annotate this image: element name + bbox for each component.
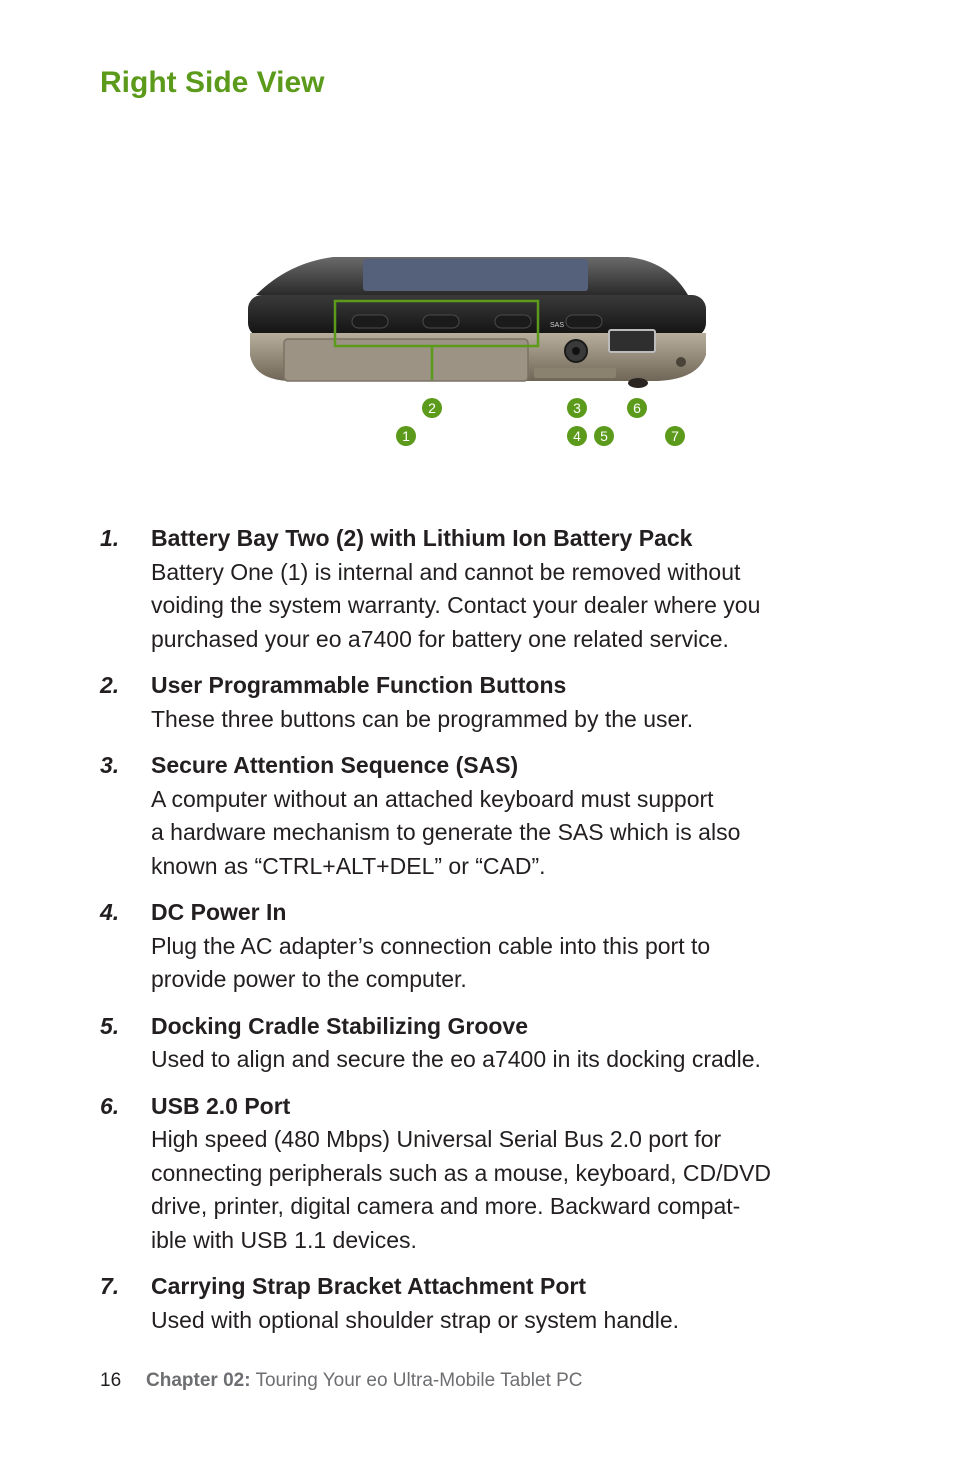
item-number: 6. (100, 1092, 120, 1119)
item-description-line: provide power to the computer. (151, 966, 467, 992)
svg-text:5: 5 (600, 428, 608, 444)
feature-list (100, 522, 880, 1350)
callout-5 (594, 426, 614, 446)
function-button (352, 315, 388, 328)
list-item (100, 1090, 880, 1258)
item-title: DC Power In (151, 899, 287, 925)
item-title: USB 2.0 Port (151, 1092, 291, 1119)
item-number: 5. (100, 1012, 120, 1039)
item-description-line: purchased your eo a7400 for battery one related service. (151, 625, 729, 652)
item-title: Secure Attention Sequence (SAS) (151, 752, 519, 778)
page-title: Right Side View (100, 66, 325, 99)
svg-text:3: 3 (573, 400, 581, 416)
item-number: 3. (100, 752, 120, 778)
list-item (100, 1010, 880, 1077)
svg-text:6: 6 (633, 400, 641, 416)
item-description-line: Used to align and secure the eo a7400 in its docking cradle. (151, 1046, 761, 1072)
chapter-label: Chapter 02: (146, 1370, 251, 1391)
list-item (100, 522, 880, 656)
page-number: 16 (100, 1370, 122, 1391)
svg-text:4: 4 (573, 428, 581, 444)
item-title: Docking Cradle Stabilizing Groove (151, 1012, 529, 1039)
svg-text:1: 1 (402, 428, 410, 444)
callout-6 (627, 398, 647, 418)
device-illustration (228, 255, 728, 455)
list-item (100, 749, 880, 883)
list-item (100, 669, 880, 736)
item-title: Battery Bay Two (2) with Lithium Ion Battery Pack (151, 525, 693, 551)
callout-7 (665, 426, 685, 446)
item-description-line: Used with optional shoulder strap or system handle. (151, 1306, 680, 1333)
callout-2 (422, 398, 442, 418)
item-description-line: Plug the AC adapter’s connection cable into this port to (151, 932, 711, 959)
sas-label: SAS (550, 322, 565, 329)
item-description-line: High speed (480 Mbps) Universal Serial Bus 2.0 port for (151, 1126, 722, 1152)
item-description-line: ible with USB 1.1 devices. (151, 1226, 417, 1253)
function-button (495, 315, 531, 328)
item-description-line: a hardware mechanism to generate the SAS which is also (151, 819, 741, 845)
callout-1 (396, 426, 416, 446)
item-description-line: A computer without an attached keyboard must support (151, 785, 714, 812)
sas-button (566, 315, 602, 328)
item-description-line: drive, printer, digital camera and more. Backward compat- (151, 1193, 741, 1219)
item-number: 2. (100, 672, 120, 698)
chapter-title: Touring Your eo Ultra-Mobile Tablet PC (250, 1370, 583, 1391)
callout-4 (567, 426, 587, 446)
docking-groove (534, 368, 616, 378)
item-title: User Programmable Function Buttons (151, 672, 567, 698)
item-number: 7. (100, 1273, 120, 1299)
page-footer (100, 1370, 583, 1392)
callout-3 (567, 398, 587, 418)
usb-port (609, 330, 655, 352)
item-number: 1. (100, 525, 120, 551)
item-description-line: connecting peripherals such as a mouse, keyboard, CD/DVD (151, 1159, 772, 1186)
svg-text:2: 2 (428, 400, 436, 416)
item-description-line: known as “CTRL+ALT+DEL” or “CAD”. (151, 852, 546, 879)
strap-port (676, 357, 686, 367)
item-description-line: These three buttons can be programmed by the user. (151, 705, 694, 732)
device-screen (363, 259, 588, 291)
list-item (100, 896, 880, 997)
item-description-line: Battery One (1) is internal and cannot be removed without (151, 558, 741, 585)
svg-text:7: 7 (671, 428, 679, 444)
item-title: Carrying Strap Bracket Attachment Port (151, 1273, 586, 1299)
device-right-side-figure (228, 255, 728, 455)
list-item (100, 1270, 880, 1337)
item-description-line: voiding the system warranty. Contact your dealer where you (151, 592, 761, 618)
function-button (423, 315, 459, 328)
item-number: 4. (100, 899, 120, 925)
